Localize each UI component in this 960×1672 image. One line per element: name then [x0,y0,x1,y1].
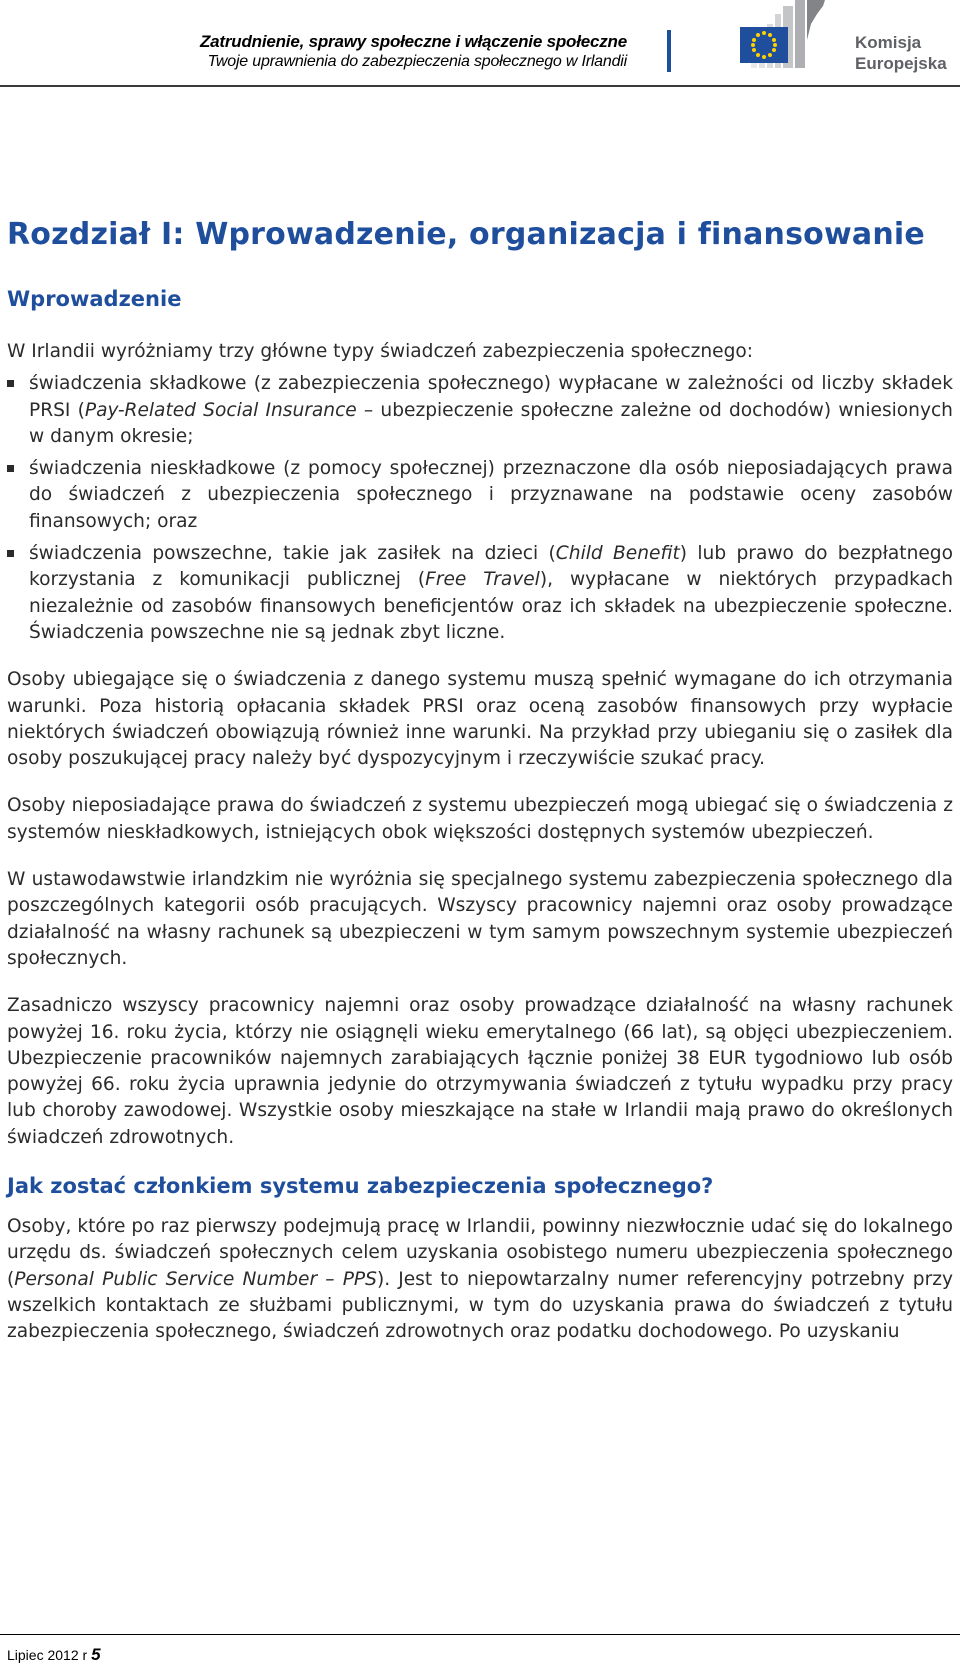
chapter-title: Rozdział I: Wprowadzenie, organizacja i finansowanie [7,217,925,252]
logo-line-2: Europejska [855,54,947,73]
paragraph: Osoby, które po raz pierwszy podejmują pracę w Irlandii, powinny niezwłocznie udać się do lokalnego urzędu ds. świadczeń społecznych celem uzyskania osobistego numeru ubezpieczenia społecznego (Personal Public Service Number – PPS). Jest to niepowtarzalny numer referencyjny potrzebny przy wszelkich kontaktach ze służbami publicznymi, w tym do uzyskania prawa do świadczeń z tytułu zabezpieczenia społecznego, świadczeń zdrowotnych oraz podatku dochodowego. Po uzyskaniu [7,1216,953,1343]
header-subtitle: Twoje uprawnienia do zabezpieczenia społecznego w Irlandii [207,53,627,70]
paragraph: Zasadniczo wszyscy pracownicy najemni oraz osoby prowadzące działalność na własny rachunek powyżej 16. roku życia, którzy nie osiągnęli wieku emerytalnego (66 lat), są objęci ubezpieczeniem. Ubezpieczenie pracowników najemnych zarabiających łącznie poniżej 38 EUR tygodniowo lub osób powyżej 66. roku życia uprawnia jedynie do otrzymywania świadczeń z tytułu wypadku przy pracy lub choroby zawodowej. Wszystkie osoby mieszkające na stałe w Irlandii mają prawo do określonych świadczeń zdrowotnych. [7,995,953,1148]
page-header [0,0,960,90]
bullet-icon [7,380,14,387]
paragraph: Osoby ubiegające się o świadczenia z danego systemu muszą spełnić wymagane do ich otrzymania warunki. Poza historią opłacania składek PRSI oraz oceną zasobów finansowych przy wypłacie niektórych świadczeń obowiązują również inne warunki. Na przykład przy ubieganiu się o zasiłek dla osoby poszukującej pracy należy być dyspozycyjnym i rzeczywiście szukać pracy. [7,669,953,770]
footer-text [7,1645,101,1665]
header-divider [667,30,671,72]
paragraph: W ustawodawstwie irlandzkim nie wyróżnia się specjalnego systemu zabezpieczenia społecznego dla poszczególnych kategorii osób pracujących. Wszyscy pracownicy najemni oraz osoby prowadzące działalność na własny rachunek są ubezpieczeni w tym samym powszechnym systemie ubezpieczeń społecznych. [7,869,953,969]
bullet-icon [7,550,14,557]
list-item: świadczenia powszechne, takie jak zasiłek na dzieci (Child Benefit) lub prawo do bezpłatnego korzystania z komunikacji publicznej (Free Travel), wypłacane w niektórych przypadkach niezależnie od zasobów finansowych beneficjentów oraz ich składek na ubezpieczenie społeczne. Świadczenia powszechne nie są jednak zbyt liczne. [7,541,953,646]
header-title: Zatrudnienie, sprawy społeczne i włączenie społeczne [199,32,627,51]
bullet-icon [7,465,14,472]
list-item: świadczenia nieskładkowe (z pomocy społecznej) przeznaczone dla osób nieposiadających prawa do świadczeń z ubezpieczenia społecznego i przyznawane na podstawie oceny zasobów finansowych; oraz [7,456,953,535]
intro-paragraph: W Irlandii wyróżniamy trzy główne typy świadczeń zabezpieczenia społecznego: [7,341,754,362]
section-title-membership: Jak zostać członkiem systemu zabezpieczenia społecznego? [7,1174,714,1199]
document-body [7,215,953,1346]
paragraph: Osoby nieposiadające prawa do świadczeń z systemu ubezpieczeń mogą ubiegać się o świadczenia z systemów nieskładkowych, istniejących obok większości dostępnych systemów ubezpieczeń. [7,795,953,843]
logo-text [855,32,947,74]
page-number: 5 [91,1645,101,1664]
header-rule [0,85,960,87]
footer-date: Lipiec 2012 r [7,1647,88,1663]
footer-rule [0,1634,960,1635]
logo-line-1: Komisja [855,33,922,52]
benefit-types-list [7,371,953,646]
list-item: świadczenia składkowe (z zabezpieczenia społecznego) wypłacane w zależności od liczby składek PRSI (Pay-Related Social Insurance – ubezpieczenie społeczne zależne od dochodów) wniesionych w danym okresie; [7,371,953,450]
section-title-introduction: Wprowadzenie [7,287,182,311]
header-text [200,31,627,72]
